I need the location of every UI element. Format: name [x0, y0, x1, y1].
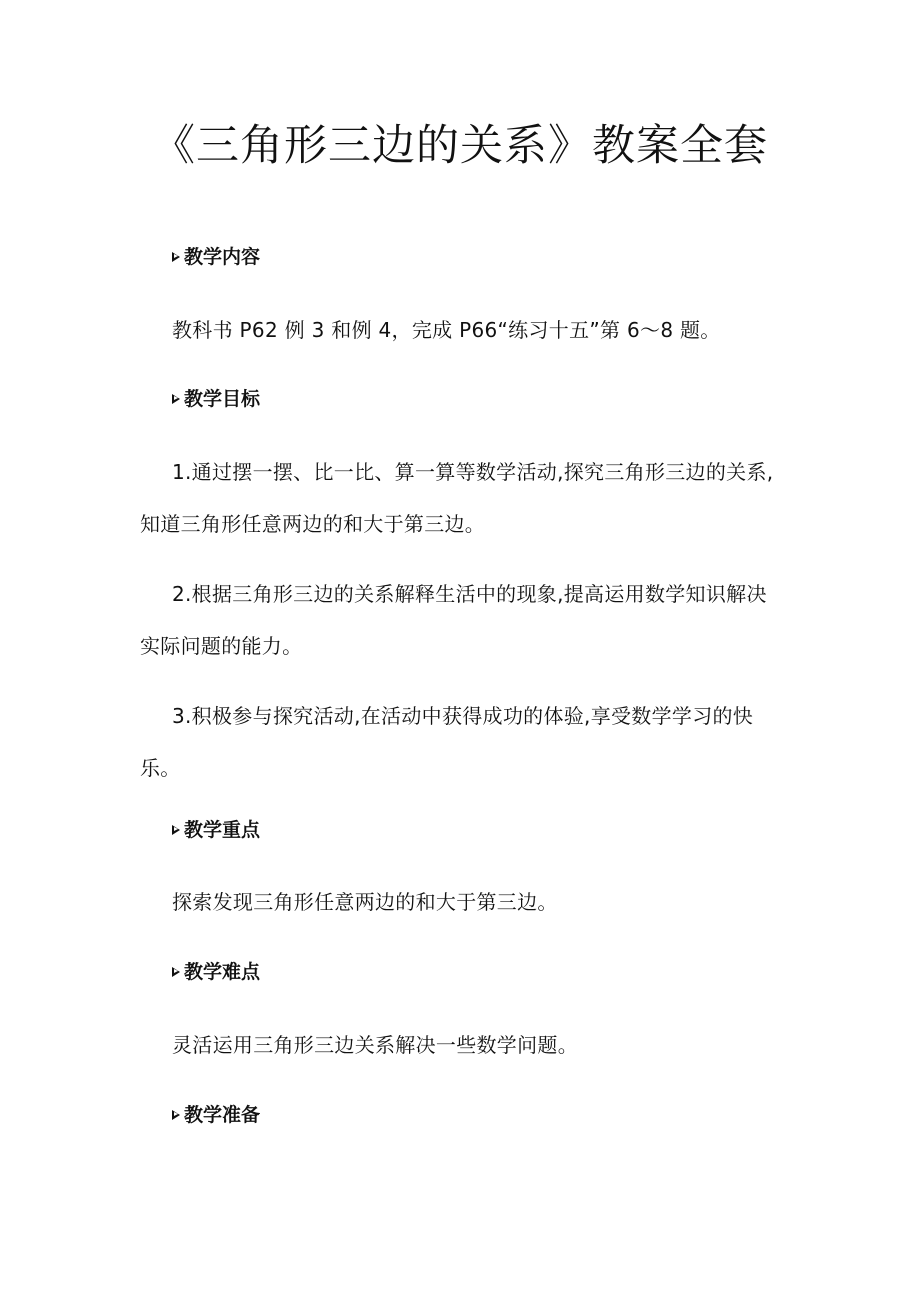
section-heading-preparation: [172, 1101, 260, 1129]
section-heading-label: 教学重点: [184, 819, 261, 841]
section-heading-difficulty: [172, 958, 260, 986]
triangle-bullet-icon: [172, 252, 180, 262]
section-heading-key-point: [172, 816, 260, 844]
goal-item-1: 1.通过摆一摆、比一比、算一算等数学活动,探究三角形三边的关系,知道三角形任意两边的和大于第三边。: [140, 460, 774, 536]
section-heading-label: 教学目标: [184, 388, 261, 410]
section-heading-label: 教学内容: [184, 246, 261, 268]
section-heading-label: 教学难点: [184, 961, 261, 983]
triangle-bullet-icon: [172, 1110, 180, 1120]
difficulty-text: 灵活运用三角形三边关系解决一些数学问题。: [172, 1033, 578, 1057]
triangle-bullet-icon: [172, 394, 180, 404]
section-heading-label: 教学准备: [184, 1104, 261, 1126]
section-heading-teaching-content: [172, 243, 260, 271]
document-title: 《三角形三边的关系》教案全套: [152, 121, 768, 171]
goal-item-3: 3.积极参与探究活动,在活动中获得成功的体验,享受数学学习的快乐。: [140, 704, 754, 780]
teaching-content-text: 教科书 P62 例 3 和例 4，完成 P66“练习十五”第 6～8 题。: [172, 318, 721, 342]
triangle-bullet-icon: [172, 825, 180, 835]
triangle-bullet-icon: [172, 967, 180, 977]
key-point-text: 探索发现三角形任意两边的和大于第三边。: [172, 890, 558, 914]
goal-item-2: 2.根据三角形三边的关系解释生活中的现象,提高运用数学知识解决实际问题的能力。: [140, 582, 767, 658]
section-heading-teaching-goals: [172, 385, 260, 413]
